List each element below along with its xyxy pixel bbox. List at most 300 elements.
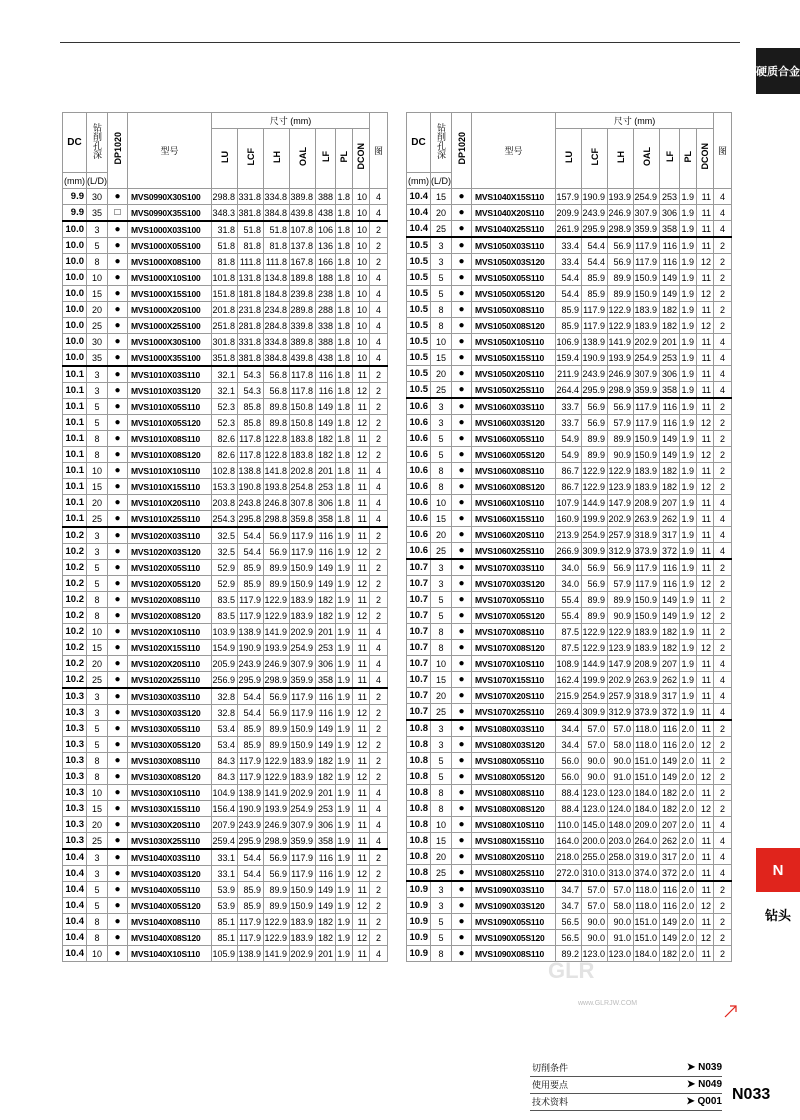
- lu-cell: 55.4: [556, 608, 582, 624]
- ld-cell: 3: [431, 720, 452, 737]
- oal-cell: 183.9: [290, 914, 316, 930]
- dp-mark: ●: [108, 866, 128, 882]
- dcon-cell: 12: [697, 318, 714, 334]
- dcon-cell: 11: [697, 914, 714, 930]
- dc-unit: (mm): [64, 175, 85, 186]
- dcon-cell: 11: [353, 592, 370, 608]
- lf-cell: 116: [316, 866, 336, 882]
- dcon-cell: 11: [353, 366, 370, 383]
- table-row: [407, 205, 732, 221]
- model-cell: MVS1040X25S110: [472, 221, 556, 238]
- lf-cell: 149: [660, 270, 680, 286]
- table-row: [407, 769, 732, 785]
- dcon-cell: 10: [353, 254, 370, 270]
- lu-cell: 87.5: [556, 624, 582, 640]
- dcon-cell: 11: [353, 560, 370, 576]
- lu-cell: 153.3: [212, 479, 238, 495]
- lcf-cell: 295.9: [582, 221, 608, 238]
- pl-cell: 2.0: [680, 769, 697, 785]
- pl-cell: 1.9: [680, 447, 697, 463]
- fig-cell: 2: [370, 238, 388, 254]
- fig-cell: 2: [370, 576, 388, 592]
- lu-cell: 205.9: [212, 656, 238, 672]
- lh-cell: 56.9: [264, 849, 290, 866]
- lf-cell: 182: [660, 624, 680, 640]
- dp-mark: ●: [452, 753, 472, 769]
- lh-cell: 298.9: [264, 833, 290, 850]
- table-row: [63, 254, 388, 270]
- lcf-cell: 190.8: [238, 479, 264, 495]
- lcf-cell: 57.0: [582, 898, 608, 914]
- model-cell: MVS1070X03S110: [472, 559, 556, 576]
- lh-cell: 122.9: [264, 592, 290, 608]
- category-tab-carbide[interactable]: 硬质合金: [756, 48, 800, 94]
- pl-cell: 1.8: [336, 221, 353, 238]
- oal-cell: 184.0: [634, 785, 660, 801]
- model-cell: MVS1080X03S110: [472, 720, 556, 737]
- pl-cell: 1.9: [680, 189, 697, 205]
- ld-cell: 20: [431, 527, 452, 543]
- oal-cell: 117.9: [290, 527, 316, 544]
- pl-cell: 1.9: [680, 592, 697, 608]
- dcon-cell: 12: [353, 769, 370, 785]
- pl-cell: 1.9: [336, 866, 353, 882]
- pl-cell: 1.9: [680, 254, 697, 270]
- dp-mark: ●: [108, 350, 128, 367]
- lu-cell: 106.9: [556, 334, 582, 350]
- dc-cell: 10.1: [63, 495, 87, 511]
- lcf-cell: 243.9: [238, 817, 264, 833]
- dcon-cell: 12: [353, 898, 370, 914]
- lu-cell: 251.8: [212, 318, 238, 334]
- lu-cell: 157.9: [556, 189, 582, 205]
- pl-cell: 1.9: [680, 286, 697, 302]
- lf-cell: 338: [316, 318, 336, 334]
- dcon-cell: 11: [697, 511, 714, 527]
- fig-cell: 4: [370, 624, 388, 640]
- oal-cell: 254.9: [290, 801, 316, 817]
- oal-cell: 117.9: [634, 559, 660, 576]
- model-cell: MVS1080X25S110: [472, 865, 556, 882]
- dp-mark: ●: [452, 189, 472, 205]
- lcf-cell: 122.9: [582, 463, 608, 479]
- dcon-cell: 10: [353, 205, 370, 222]
- lh-cell: 56.9: [264, 688, 290, 705]
- fig-cell: 2: [370, 737, 388, 753]
- model-cell: MVS1000X15S100: [128, 286, 212, 302]
- ref-row-usage[interactable]: [530, 1077, 722, 1094]
- pl-cell: 2.0: [680, 914, 697, 930]
- model-cell: MVS1050X25S110: [472, 382, 556, 399]
- oal-header: OAL: [297, 147, 308, 166]
- fig-cell: 2: [714, 881, 732, 898]
- lf-cell: 358: [316, 511, 336, 528]
- lh-cell: 122.9: [264, 930, 290, 946]
- pl-cell: 1.9: [336, 672, 353, 689]
- oal-cell: 339.8: [290, 318, 316, 334]
- lf-cell: 136: [316, 238, 336, 254]
- oal-cell: 118.0: [634, 737, 660, 753]
- lh-header: LH: [271, 150, 282, 163]
- fig-cell: 4: [370, 302, 388, 318]
- dc-cell: 10.2: [63, 527, 87, 544]
- lu-cell: 351.8: [212, 350, 238, 367]
- fig-cell: 2: [714, 769, 732, 785]
- lu-cell: 264.4: [556, 382, 582, 399]
- dcon-cell: 12: [697, 737, 714, 753]
- lcf-cell: 295.8: [238, 511, 264, 528]
- lu-cell: 102.8: [212, 463, 238, 479]
- oal-header: OAL: [641, 147, 652, 166]
- table-row: [63, 721, 388, 737]
- model-cell: MVS1080X03S120: [472, 737, 556, 753]
- model-cell: MVS1050X08S110: [472, 302, 556, 318]
- pl-cell: 1.9: [336, 946, 353, 962]
- lcf-header: LCF: [589, 147, 600, 166]
- lcf-header: LCF: [245, 147, 256, 166]
- pl-cell: 1.9: [680, 688, 697, 704]
- pl-cell: 1.9: [336, 640, 353, 656]
- reference-box: [530, 1060, 722, 1111]
- model-cell: MVS1030X25S110: [128, 833, 212, 850]
- lf-cell: 388: [316, 189, 336, 205]
- lh-cell: 313.0: [608, 865, 634, 882]
- model-cell: MVS1060X03S120: [472, 415, 556, 431]
- fig-cell: 2: [370, 447, 388, 463]
- oal-cell: 184.0: [634, 946, 660, 962]
- ld-cell: 25: [431, 221, 452, 238]
- table-row: [407, 237, 732, 254]
- lu-cell: 33.4: [556, 254, 582, 270]
- pl-cell: 1.9: [680, 640, 697, 656]
- ld-cell: 15: [431, 672, 452, 688]
- lu-cell: 105.9: [212, 946, 238, 962]
- model-cell: MVS1060X05S120: [472, 447, 556, 463]
- oal-cell: 202.9: [290, 624, 316, 640]
- ref-row-cutting[interactable]: [530, 1060, 722, 1077]
- dcon-cell: 11: [697, 753, 714, 769]
- dp-mark: ●: [452, 785, 472, 801]
- dc-cell: 10.0: [63, 350, 87, 367]
- dp-mark: ●: [108, 544, 128, 560]
- dcon-cell: 11: [697, 237, 714, 254]
- table-row: [407, 817, 732, 833]
- lh-cell: 184.8: [264, 286, 290, 302]
- dc-cell: 10.8: [407, 769, 431, 785]
- dcon-cell: 11: [353, 801, 370, 817]
- oal-cell: 319.0: [634, 849, 660, 865]
- dcon-cell: 11: [697, 704, 714, 721]
- dc-cell: 10.8: [407, 753, 431, 769]
- table-row: [63, 849, 388, 866]
- pl-cell: 1.8: [336, 205, 353, 222]
- lf-cell: 388: [316, 334, 336, 350]
- lu-cell: 53.4: [212, 721, 238, 737]
- table-row: [63, 737, 388, 753]
- dc-cell: 9.9: [63, 189, 87, 205]
- dcon-cell: 11: [697, 817, 714, 833]
- lh-cell: 89.9: [264, 737, 290, 753]
- lu-cell: 31.8: [212, 221, 238, 238]
- dc-cell: 10.4: [63, 946, 87, 962]
- pl-cell: 1.9: [336, 882, 353, 898]
- section-tab-n[interactable]: N: [756, 848, 800, 892]
- dcon-cell: 11: [697, 881, 714, 898]
- dc-cell: 10.4: [63, 930, 87, 946]
- dcon-cell: 11: [697, 865, 714, 882]
- pl-cell: 1.8: [336, 366, 353, 383]
- lf-cell: 306: [660, 366, 680, 382]
- dp-mark: ●: [452, 737, 472, 753]
- dcon-cell: 12: [697, 286, 714, 302]
- lh-cell: 122.9: [608, 463, 634, 479]
- lf-cell: 149: [316, 737, 336, 753]
- dp-mark: ●: [452, 415, 472, 431]
- pl-cell: 1.9: [336, 592, 353, 608]
- ld-cell: 5: [431, 270, 452, 286]
- dc-cell: 10.2: [63, 640, 87, 656]
- table-row: [63, 495, 388, 511]
- lf-cell: 149: [316, 898, 336, 914]
- lh-cell: 58.0: [608, 737, 634, 753]
- table-row: [63, 705, 388, 721]
- ref-label: 切削条件: [532, 1063, 569, 1073]
- ld-cell: 3: [87, 383, 108, 399]
- dcon-cell: 12: [697, 415, 714, 431]
- ref-arrow-icon: ➤: [686, 1096, 698, 1107]
- ld-cell: 3: [87, 688, 108, 705]
- lh-cell: 90.0: [608, 914, 634, 930]
- fig-cell: 4: [370, 833, 388, 850]
- dcon-cell: 11: [697, 592, 714, 608]
- ld-cell: 8: [431, 624, 452, 640]
- model-cell: MVS1080X20S110: [472, 849, 556, 865]
- lu-cell: 34.7: [556, 881, 582, 898]
- model-cell: MVS1010X25S110: [128, 511, 212, 528]
- dp-mark: ●: [452, 914, 472, 930]
- oal-cell: 150.9: [290, 898, 316, 914]
- dc-cell: 10.4: [63, 914, 87, 930]
- table-row: [407, 737, 732, 753]
- dcon-cell: 11: [697, 720, 714, 737]
- lcf-cell: 56.9: [582, 576, 608, 592]
- table-row: [63, 866, 388, 882]
- table-row: [407, 350, 732, 366]
- model-cell: MVS1000X35S100: [128, 350, 212, 367]
- pl-cell: 1.8: [336, 318, 353, 334]
- model-cell: MVS1010X08S120: [128, 447, 212, 463]
- oal-cell: 209.0: [634, 817, 660, 833]
- lu-cell: 82.6: [212, 447, 238, 463]
- lh-cell: 56.9: [264, 527, 290, 544]
- table-row: [407, 382, 732, 399]
- fig-cell: 2: [714, 753, 732, 769]
- oal-cell: 359.9: [634, 382, 660, 399]
- oal-cell: 118.0: [634, 898, 660, 914]
- lh-cell: 193.9: [608, 350, 634, 366]
- oal-cell: 150.9: [634, 431, 660, 447]
- lcf-cell: 117.9: [238, 608, 264, 624]
- pl-cell: 1.9: [336, 849, 353, 866]
- fig-cell: 4: [714, 382, 732, 399]
- pl-cell: 2.0: [680, 720, 697, 737]
- dims-header: 尺寸 (mm): [613, 115, 656, 126]
- lu-cell: 203.8: [212, 495, 238, 511]
- dc-header: DC: [67, 137, 82, 148]
- lcf-cell: 123.0: [582, 946, 608, 962]
- lh-cell: 334.8: [264, 334, 290, 350]
- lf-cell: 253: [660, 350, 680, 366]
- ld-cell: 30: [87, 334, 108, 350]
- lf-cell: 253: [660, 189, 680, 205]
- lh-cell: 193.9: [264, 801, 290, 817]
- table-row: [407, 672, 732, 688]
- lh-cell: 203.0: [608, 833, 634, 849]
- lcf-cell: 295.9: [238, 833, 264, 850]
- table-row: [407, 270, 732, 286]
- lh-cell: 89.9: [264, 882, 290, 898]
- lf-cell: 149: [660, 769, 680, 785]
- lu-cell: 81.8: [212, 254, 238, 270]
- ref-row-technical[interactable]: [530, 1094, 722, 1111]
- dp-mark: ●: [452, 318, 472, 334]
- table-row: [63, 914, 388, 930]
- lcf-cell: 231.8: [238, 302, 264, 318]
- ld-cell: 5: [431, 431, 452, 447]
- lf-cell: 262: [660, 672, 680, 688]
- ld-cell: 3: [87, 527, 108, 544]
- lf-cell: 116: [316, 544, 336, 560]
- model-cell: MVS1050X05S120: [472, 286, 556, 302]
- table-row: [407, 495, 732, 511]
- pl-cell: 1.9: [336, 833, 353, 850]
- table-header: [407, 113, 732, 189]
- dc-cell: 10.1: [63, 399, 87, 415]
- pl-cell: 1.9: [680, 704, 697, 721]
- model-cell: MVS1060X08S110: [472, 463, 556, 479]
- dp-mark: ●: [108, 672, 128, 689]
- oal-cell: 150.9: [634, 447, 660, 463]
- lh-cell: 141.9: [264, 785, 290, 801]
- table-row: [63, 463, 388, 479]
- oal-cell: 183.9: [290, 769, 316, 785]
- lu-cell: 52.3: [212, 415, 238, 431]
- oal-cell: 374.0: [634, 865, 660, 882]
- lu-cell: 259.4: [212, 833, 238, 850]
- ld-cell: 5: [87, 737, 108, 753]
- model-cell: MVS1000X25S100: [128, 318, 212, 334]
- lu-cell: 103.9: [212, 624, 238, 640]
- lcf-cell: 190.9: [582, 189, 608, 205]
- dc-cell: 10.8: [407, 865, 431, 882]
- lcf-cell: 57.0: [582, 881, 608, 898]
- fig-cell: 2: [714, 559, 732, 576]
- dp-mark: ●: [452, 221, 472, 238]
- dp-mark: ●: [108, 785, 128, 801]
- fig-cell: 4: [714, 849, 732, 865]
- dp-mark: ●: [452, 495, 472, 511]
- dc-cell: 10.0: [63, 286, 87, 302]
- lcf-cell: 122.9: [582, 479, 608, 495]
- ld-cell: 15: [87, 286, 108, 302]
- pl-cell: 2.0: [680, 865, 697, 882]
- lu-cell: 33.7: [556, 415, 582, 431]
- dp-mark: ●: [108, 399, 128, 415]
- fig-cell: 2: [370, 882, 388, 898]
- oal-cell: 254.9: [290, 640, 316, 656]
- dcon-cell: 10: [353, 221, 370, 238]
- dcon-cell: 11: [697, 350, 714, 366]
- dc-cell: 10.1: [63, 511, 87, 528]
- ld-cell: 8: [87, 930, 108, 946]
- dcon-cell: 11: [353, 672, 370, 689]
- oal-cell: 359.9: [634, 221, 660, 238]
- lcf-cell: 85.9: [582, 270, 608, 286]
- fig-cell: 4: [714, 334, 732, 350]
- dcon-cell: 10: [353, 350, 370, 367]
- dcon-cell: 10: [353, 238, 370, 254]
- dp-mark: ●: [108, 463, 128, 479]
- lcf-cell: 123.0: [582, 785, 608, 801]
- fig-cell: 4: [370, 318, 388, 334]
- dc-cell: 10.6: [407, 398, 431, 415]
- lh-cell: 257.9: [608, 527, 634, 543]
- fig-cell: 2: [370, 608, 388, 624]
- fig-cell: 4: [370, 189, 388, 205]
- dcon-cell: 12: [353, 447, 370, 463]
- oal-cell: 239.8: [290, 286, 316, 302]
- dp-mark: ●: [108, 479, 128, 495]
- pl-cell: 1.9: [680, 495, 697, 511]
- lu-cell: 32.8: [212, 688, 238, 705]
- dcon-cell: 11: [697, 431, 714, 447]
- table-row: [63, 898, 388, 914]
- lu-cell: 83.5: [212, 608, 238, 624]
- fig-cell: 4: [370, 286, 388, 302]
- dc-cell: 10.2: [63, 656, 87, 672]
- model-cell: MVS1000X05S100: [128, 238, 212, 254]
- lf-cell: 201: [660, 334, 680, 350]
- oal-cell: 254.9: [634, 189, 660, 205]
- fig-cell: 4: [370, 801, 388, 817]
- lcf-cell: 255.0: [582, 849, 608, 865]
- model-cell: MVS1010X03S110: [128, 366, 212, 383]
- dp-mark: ●: [452, 270, 472, 286]
- model-cell: MVS1050X05S110: [472, 270, 556, 286]
- lcf-cell: 138.8: [238, 463, 264, 479]
- fig-cell: 2: [714, 946, 732, 962]
- ld-cell: 3: [431, 881, 452, 898]
- ref-page: N039: [698, 1062, 722, 1073]
- table-row: [63, 415, 388, 431]
- oal-cell: 183.9: [634, 624, 660, 640]
- model-cell: MVS1080X05S120: [472, 769, 556, 785]
- dp-mark: ●: [452, 720, 472, 737]
- fig-cell: 2: [370, 849, 388, 866]
- lcf-cell: 54.4: [238, 705, 264, 721]
- lh-cell: 202.9: [608, 511, 634, 527]
- pl-cell: 1.8: [336, 254, 353, 270]
- ld-cell: 10: [87, 270, 108, 286]
- table-row: [63, 608, 388, 624]
- lf-cell: 253: [316, 801, 336, 817]
- lu-cell: 156.4: [212, 801, 238, 817]
- dc-cell: 10.4: [407, 205, 431, 221]
- model-cell: MVS1090X03S120: [472, 898, 556, 914]
- fig-cell: 4: [714, 366, 732, 382]
- fig-cell: 2: [370, 383, 388, 399]
- dc-cell: 10.3: [63, 801, 87, 817]
